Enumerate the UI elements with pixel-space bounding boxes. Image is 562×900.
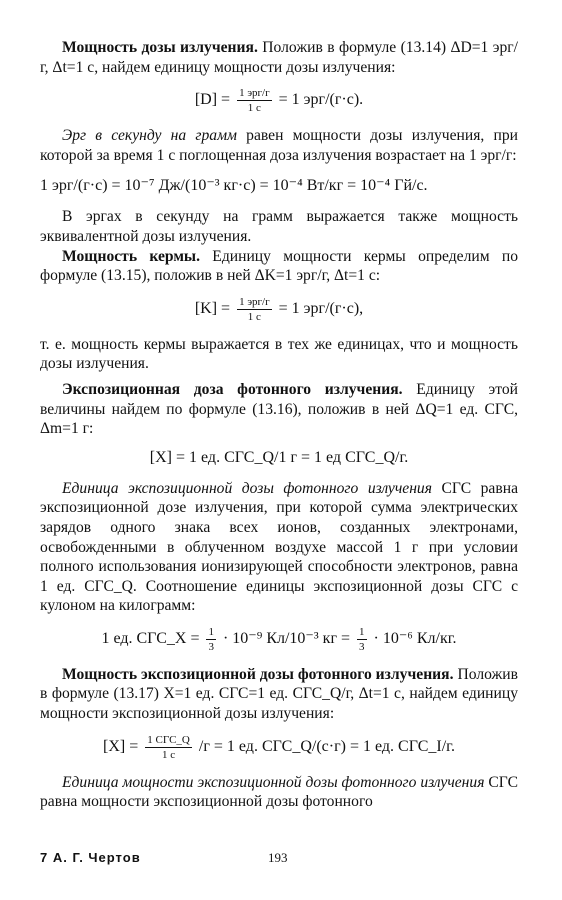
fraction: $\frac{\text{1 эрг/г}}{1 с}$ — [239, 295, 270, 323]
formula-exposure-rate-unit: [X] = $\frac{\text{1 СГС\_Q}}{1 с}$ /г = 1 ед. СГС_Q/(с·г) = 1 ед. СГС_I/г. — [103, 733, 455, 761]
paragraph-exposure-definition: Единица экспозиционной дозы фотонного излучения СГС равна экспозиционной дозе излучения, при которой сумма электрических зарядов одного знака всех ионов, созданных электронами, освобожденными в облученном воздухе массой 1 г при условии полного использования ионизирующей способности электронов, равна 1 ед. СГС_Q. Соотношение единицы экспозиционной дозы СГС с кулоном на килограмм: — [40, 479, 518, 615]
formula-exposure-coulomb: 1 ед. СГС_X = $\frac{1}{3}$ · 10⁻⁹ Кл/10⁻³ кг = $\frac{1}{3}$ · 10⁻⁶ Кл/кг. — [101, 625, 457, 653]
signature-mark: 7 А. Г. Чертов — [40, 850, 141, 865]
formula-erg-conversion: 1 эрг/(г·с) = 10⁻⁷ Дж/(10⁻³ кг·с) = 10⁻⁴ Вт/кг = 10⁻⁴ Гй/с. — [40, 177, 428, 195]
formula-exposure-unit: [X] = 1 ед. СГС_Q/1 г = 1 ед СГС_Q/г. — [149, 448, 409, 466]
page-number: 193 — [268, 850, 288, 865]
paragraph-equivalent-dose: В эргах в секунду на грамм выражается также мощность эквивалентной дозы излучения. — [40, 208, 518, 245]
term-exposure-rate: Мощность экспозиционной дозы фотонного излучения. — [62, 665, 454, 683]
paragraph-exposure-dose: Экспозиционная доза фотонного излучения. Единицу этой величины найдем по формуле (13.16), положив в ней ΔQ=1 ед. СГС, Δm=1 г: — [40, 380, 518, 438]
term-dose-rate: Мощность дозы излучения. — [62, 39, 258, 56]
term-kerma-rate: Мощность кермы. — [62, 247, 201, 265]
formula-kerma-rate-unit: [K] = $\frac{\text{1 эрг/г}}{1 с}$ = 1 эрг/(г·с), — [194, 295, 364, 323]
term-erg-per-second: Эрг в секунду на грамм — [62, 127, 237, 145]
paragraph-kerma-note: т. е. мощность кермы выражается в тех же единицах, что и мощность дозы излучения. — [40, 335, 518, 373]
fraction: $\frac{\text{1 эрг/г}}{1 с}$ — [239, 87, 270, 115]
formula-dose-rate-unit: [D] = $\frac{\text{1 эрг/г}}{1 с}$ = 1 эрг/(г·с). — [194, 87, 364, 115]
fraction: $\frac{1}{3}$ — [208, 625, 214, 653]
fraction: $\frac{\text{1 СГС\_Q}}{1 с}$ — [147, 733, 190, 761]
paragraph-erg-definition: Эрг в секунду на грамм равен мощности дозы излучения, при которой за время 1 с поглощенная доза излучения возрастает на 1 эрг/г: — [40, 127, 518, 164]
paragraph-kerma-rate: Мощность кермы. Единицу мощности кермы определим по формуле (13.15), положив в ней ΔK=1 эрг/г, Δt=1 с: — [40, 247, 518, 285]
paragraph-exposure-rate-definition: Единица мощности экспозиционной дозы фотонного излучения СГС равна мощности экспозиционной дозы фотонного — [40, 773, 518, 811]
fraction: $\frac{1}{3}$ — [359, 625, 365, 653]
paragraph-exposure-rate: Мощность экспозиционной дозы фотонного излучения. Положив в формуле (13.17) X=1 ед. СГС=1 ед. СГС_Q/г, Δt=1 с, найдем единицу мощности экспозиционной дозы излучения: — [40, 665, 518, 723]
term-exposure-rate-unit: Единица мощности экспозиционной дозы фотонного излучения — [62, 773, 485, 791]
term-exposure-unit: Единица экспозиционной дозы фотонного излучения — [62, 479, 432, 497]
paragraph-dose-rate: Мощность дозы излучения. Положив в формуле (13.14) ΔD=1 эрг/г, Δt=1 с, найдем единицу мощности дозы излучения: — [40, 39, 518, 76]
term-exposure-dose: Экспозиционная доза фотонного излучения. — [62, 380, 403, 398]
